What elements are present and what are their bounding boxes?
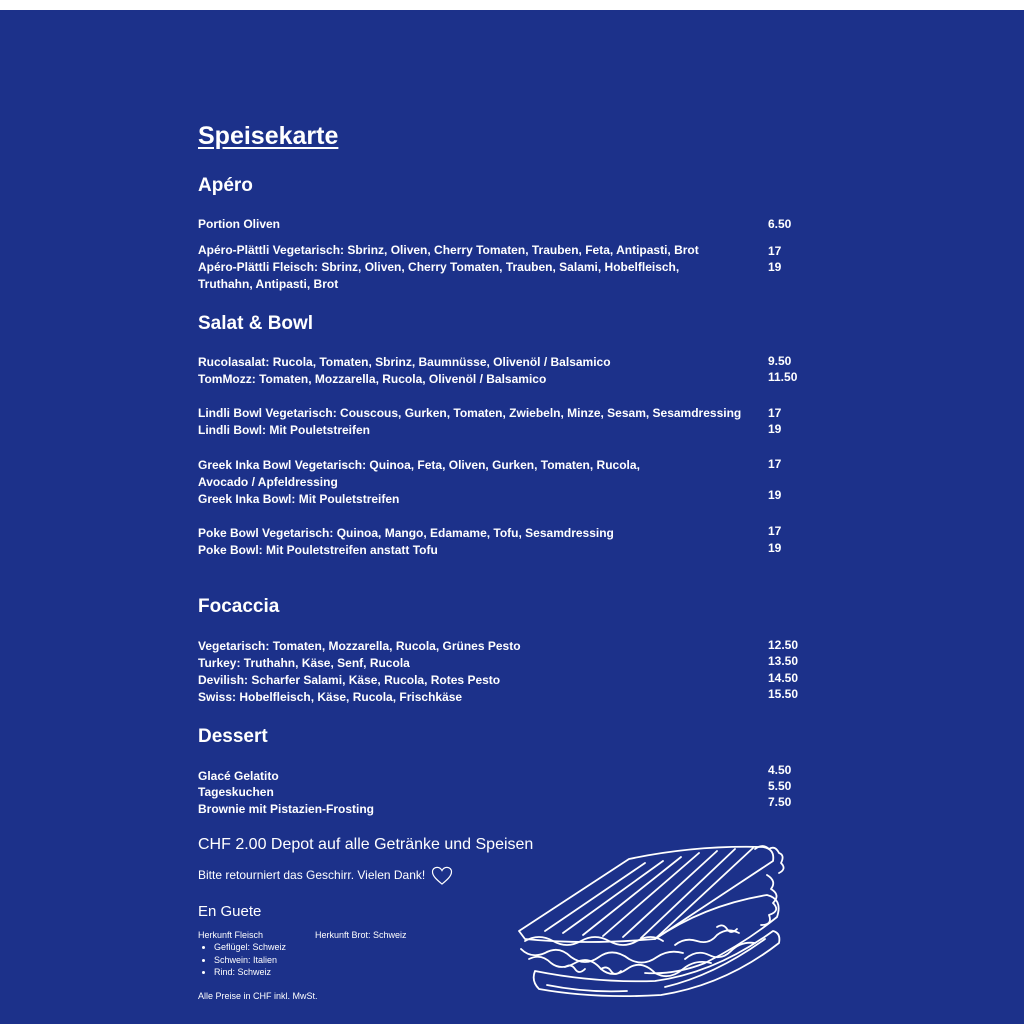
origin-meat: [198, 929, 286, 979]
menu-item: Portion Oliven: [198, 217, 281, 231]
menu-item: Apéro-Plättli Vegetarisch: Sbrinz, Oliven, Cherry Tomaten, Trauben, Feta, Antipasti, Brot: [198, 243, 699, 257]
item-price: 5.50: [768, 779, 792, 793]
item-price: 19: [768, 260, 782, 274]
section-heading-focaccia: Focaccia: [198, 596, 280, 617]
en-guete: En Guete: [198, 903, 262, 920]
item-price: 19: [768, 541, 782, 555]
menu-item: Vegetarisch: Tomaten, Mozzarella, Rucola, Grünes Pesto: [198, 639, 521, 653]
item-price: 17: [768, 244, 782, 258]
menu-item: Brownie mit Pistazien-Frosting: [198, 802, 375, 816]
item-price: 19: [768, 488, 782, 502]
menu-item: Greek Inka Bowl: Mit Pouletstreifen: [198, 492, 400, 506]
menu-item: Poke Bowl: Mit Pouletstreifen anstatt Tofu: [198, 543, 438, 557]
menu-item-continuation: Avocado / Apfeldressing: [198, 475, 338, 489]
section-heading-dessert: Dessert: [198, 726, 268, 747]
section-heading-apero: Apéro: [198, 175, 253, 196]
origin-meat-label: Herkunft Fleisch: [198, 930, 264, 940]
item-price: 17: [768, 524, 782, 538]
list-item: • Geflügel: Schweiz: [214, 941, 286, 954]
menu-item: TomMozz: Tomaten, Mozzarella, Rucola, Olivenöl / Balsamico: [198, 372, 547, 386]
sandwich-illustration: [505, 835, 795, 1005]
section-heading-salat-bowl: Salat & Bowl: [198, 313, 314, 334]
item-price: 19: [768, 422, 782, 436]
heart-outline-icon: [431, 866, 453, 885]
depot-note: CHF 2.00 Depot auf alle Getränke und Speisen: [198, 836, 534, 853]
menu-item: Poke Bowl Vegetarisch: Quinoa, Mango, Edamame, Tofu, Sesamdressing: [198, 526, 614, 540]
menu-item: Lindli Bowl: Mit Pouletstreifen: [198, 423, 370, 437]
menu-item: Tageskuchen: [198, 785, 274, 799]
list-item: • Rind: Schweiz: [214, 966, 286, 979]
menu-item: Apéro-Plättli Fleisch: Sbrinz, Oliven, Cherry Tomaten, Trauben, Salami, Hobelfleisch,: [198, 260, 680, 274]
item-price: 4.50: [768, 763, 792, 777]
origin-bread: Herkunft Brot: Schweiz: [315, 930, 407, 940]
item-price: 15.50: [768, 687, 799, 701]
menu-title: Speisekarte: [198, 122, 339, 150]
item-price: 17: [768, 457, 782, 471]
menu-item: Greek Inka Bowl Vegetarisch: Quinoa, Feta, Oliven, Gurken, Tomaten, Rucola,: [198, 458, 640, 472]
item-price: 9.50: [768, 354, 792, 368]
prices-note: Alle Preise in CHF inkl. MwSt.: [198, 991, 318, 1001]
menu-item: Rucolasalat: Rucola, Tomaten, Sbrinz, Baumnüsse, Olivenöl / Balsamico: [198, 355, 611, 369]
menu-page: [0, 10, 1024, 1024]
list-item: • Schwein: Italien: [214, 954, 286, 967]
menu-item: Devilish: Scharfer Salami, Käse, Rucola, Rotes Pesto: [198, 673, 501, 687]
menu-item: Swiss: Hobelfleisch, Käse, Rucola, Frischkäse: [198, 690, 463, 704]
item-price: 7.50: [768, 795, 792, 809]
return-note: [198, 866, 453, 885]
item-price: 11.50: [768, 370, 798, 384]
return-note-text: Bitte retourniert das Geschirr. Vielen Dank!: [198, 868, 426, 882]
item-price: 14.50: [768, 671, 799, 685]
item-price: 6.50: [768, 217, 792, 231]
menu-item: Glacé Gelatito: [198, 769, 279, 783]
item-price: 13.50: [768, 654, 799, 668]
item-price: 12.50: [768, 638, 799, 652]
menu-item: Turkey: Truthahn, Käse, Senf, Rucola: [198, 656, 410, 670]
menu-item-continuation: Truthahn, Antipasti, Brot: [198, 277, 339, 291]
origin-meat-list: [198, 941, 286, 979]
menu-item: Lindli Bowl Vegetarisch: Couscous, Gurken, Tomaten, Zwiebeln, Minze, Sesam, Sesamdressing: [198, 406, 742, 420]
item-price: 17: [768, 406, 782, 420]
